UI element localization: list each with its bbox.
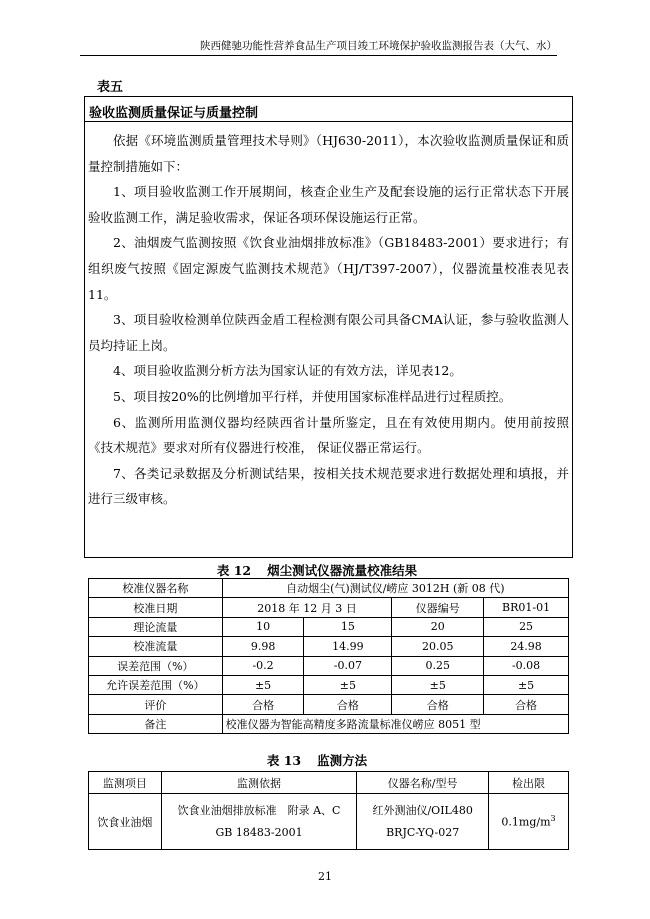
table-row — [89, 656, 569, 675]
table-header-cell: 监测依据 — [161, 772, 356, 794]
table-cell: 2018 年 12 月 3 日 — [222, 598, 392, 617]
detection-limit: 0.1mg/m — [501, 815, 551, 829]
paragraph: 7、各类记录数据及分析测试结果，按相关技术规范要求进行数据处理和填报，并进行三级审核。 — [88, 465, 569, 507]
paragraph: 1、项目验收监测工作开展期间，核查企业生产及配套设施的运行正常状态下开展验收监测工作，满足验收需求，保证各项环保设施运行正常。 — [88, 184, 569, 225]
table-header-cell: 检出限 — [489, 772, 569, 794]
table-cell: 校准日期 — [89, 598, 223, 617]
table-header-row — [89, 772, 569, 794]
table-row — [89, 617, 569, 636]
instrument-line: BRJC-YQ-027 — [386, 825, 460, 839]
paragraph: 5、项目按20%的比例增加平行样，并使用国家标准样品进行过程质控。 — [113, 388, 512, 404]
table-cell: 备注 — [89, 714, 223, 733]
table-cell — [357, 794, 489, 850]
table-row — [89, 794, 569, 850]
detection-limit-exponent: 3 — [550, 814, 556, 824]
table-cell: 合格 — [484, 695, 569, 714]
table-cell: 允许误差范围（%） — [89, 675, 223, 694]
table-cell: 自动烟尘(气)测试仪/崂应 3012H (新 08 代) — [222, 579, 568, 598]
table-cell: -0.07 — [304, 656, 392, 675]
table-cell: 25 — [484, 617, 569, 636]
basis-line: GB 18483-2001 — [215, 825, 303, 839]
paragraph: 6、监测所用监测仪器均经陕西省计量所鉴定，且在有效使用期内。使用前按照《技术规范》要求对所有仪器进行校准， 保证仪器正常运行。 — [88, 414, 569, 456]
table-cell: 9.98 — [222, 637, 304, 656]
table-cell: 24.98 — [484, 637, 569, 656]
table-header-cell: 监测项目 — [89, 772, 162, 794]
table-cell: 15 — [304, 617, 392, 636]
table-row — [89, 714, 569, 733]
table-cell: 0.25 — [392, 656, 484, 675]
paragraph: 依据《环境监测质量管理技术导则》（HJ630-2011），本次验收监测质量保证和质量控制措施如下： — [88, 133, 569, 174]
table-cell: ±5 — [392, 675, 484, 694]
table-cell: 合格 — [392, 695, 484, 714]
table13-caption-title: 监测方法 — [317, 753, 368, 768]
table-cell: -0.2 — [222, 656, 304, 675]
table-cell: ±5 — [222, 675, 304, 694]
table-header-cell: 仪器名称/型号 — [357, 772, 489, 794]
table13-caption — [0, 751, 650, 769]
table-cell: 合格 — [304, 695, 392, 714]
table-cell: 校准流量 — [89, 637, 223, 656]
table-cell: 仪器编号 — [392, 598, 484, 617]
page-header — [80, 38, 557, 56]
table-row — [89, 695, 569, 714]
header-text: 陕西健驰功能性营养食品生产项目竣工环境保护验收监测报告表（大气、水） — [200, 40, 557, 52]
table-cell: 20.05 — [392, 637, 484, 656]
basis-line: 饮食业油烟排放标准 附录 A、C — [177, 803, 341, 817]
table-cell: 误差范围（%） — [89, 656, 223, 675]
table-row — [89, 598, 569, 617]
section-title: 验收监测质量保证与质量控制 — [89, 106, 259, 121]
monitoring-method-table — [88, 771, 569, 850]
table12-caption-no: 表 12 — [216, 563, 252, 578]
table-cell: 理论流量 — [89, 617, 223, 636]
paragraph: 4、项目验收监测分析方法为国家认证的有效方法，详见表12。 — [113, 363, 462, 379]
table12-caption-title: 烟尘测试仪器流量校准结果 — [267, 563, 418, 578]
section-label: 表五 — [97, 80, 124, 95]
table-cell: 校准仪器名称 — [89, 579, 223, 598]
page-number: 21 — [318, 870, 332, 883]
table-cell: 校准仪器为智能高精度多路流量标准仪崂应 8051 型 — [222, 714, 568, 733]
table-row — [89, 675, 569, 694]
body-text — [88, 128, 569, 512]
table-cell: BR01-01 — [484, 598, 569, 617]
content-box-title-row — [85, 97, 572, 122]
instrument-line: 红外测油仪/OIL480 — [372, 803, 473, 817]
table-cell: 10 — [222, 617, 304, 636]
table-cell: ±5 — [484, 675, 569, 694]
paragraph: 2、油烟废气监测按照《饮食业油烟排放标准》（GB18483-2001）要求进行；有组织废气按照《固定源废气监测技术规范》（HJ/T397-2007），仪器流量校准表见表11。 — [88, 235, 569, 302]
table-cell: 合格 — [222, 695, 304, 714]
table-cell: 20 — [392, 617, 484, 636]
table-cell — [161, 794, 356, 850]
table-row — [89, 637, 569, 656]
table-cell: 14.99 — [304, 637, 392, 656]
table13-caption-no: 表 13 — [266, 753, 302, 768]
table-cell: 评价 — [89, 695, 223, 714]
table-cell — [489, 794, 569, 850]
table-cell: 饮食业油烟 — [89, 794, 162, 850]
table12-caption — [0, 561, 650, 579]
table-row — [89, 579, 569, 598]
table-cell: -0.08 — [484, 656, 569, 675]
flow-calibration-table — [88, 578, 569, 734]
table-cell: ±5 — [304, 675, 392, 694]
paragraph: 3、项目验收检测单位陕西金盾工程检测有限公司具备CMA认证，参与验收监测人员均持证上岗。 — [88, 312, 569, 353]
